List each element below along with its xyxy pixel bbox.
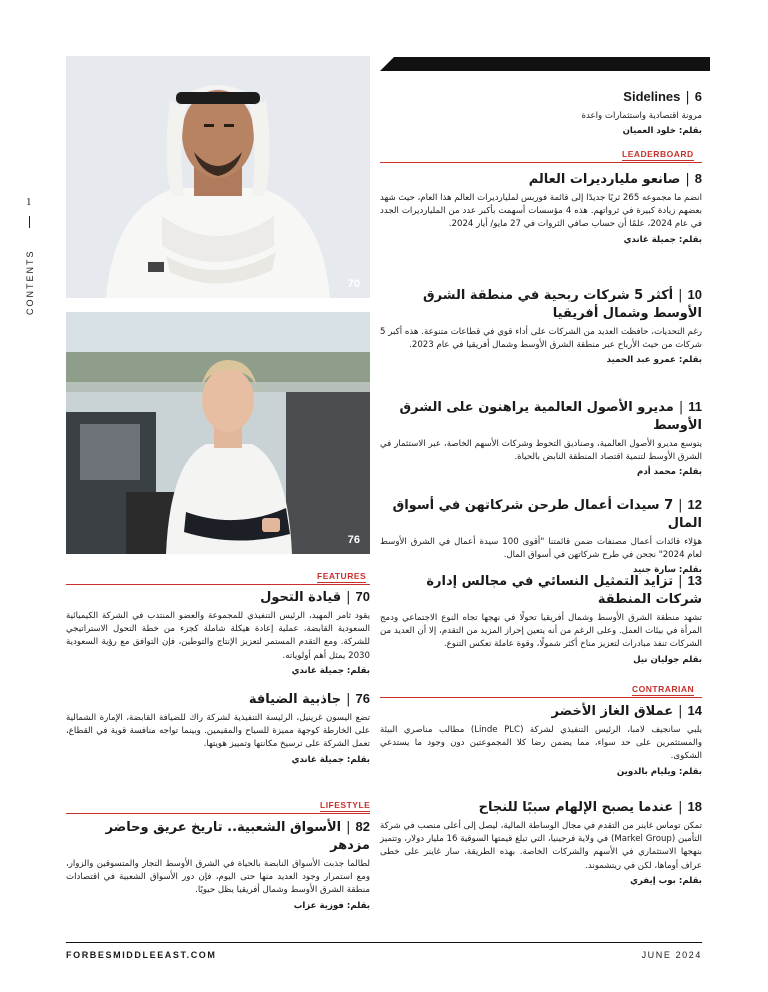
toc-number: 10 bbox=[687, 287, 702, 302]
section-lifestyle: LIFESTYLE bbox=[320, 800, 371, 810]
toc-heading: 14|عملاق الغاز الأخضر bbox=[551, 703, 702, 719]
toc-item-70[interactable] bbox=[66, 588, 370, 678]
section-leaderboard: LEADERBOARD bbox=[622, 149, 694, 159]
toc-byline: بقلم: عمرو عبد الحميد bbox=[606, 355, 702, 366]
footer-website[interactable]: FORBESMIDDLEEAST.COM bbox=[66, 950, 217, 960]
toc-number: 18 bbox=[687, 799, 702, 814]
toc-number: 76 bbox=[355, 691, 370, 706]
toc-heading: 6|Sidelines bbox=[623, 89, 702, 105]
toc-summary: لطالما جذبت الأسواق النابضة بالحياة في الشرق الأوسط التجار والمتسوقين والزوار، ومع استمرار وجود العديد منها حتى اليوم، فإن دور الأسواق الشعبية في اقتصادات منطقة الشرق الأوسط وشمال أفريقيا يظل حيويًا. bbox=[66, 859, 370, 896]
toc-number: 70 bbox=[355, 589, 370, 604]
photo-page-number: 76 bbox=[347, 534, 360, 546]
toc-heading: 70|قيادة التحول bbox=[260, 589, 370, 605]
toc-byline: بقلم: ويليام بالدوين bbox=[616, 766, 702, 777]
toc-title: Sidelines bbox=[623, 89, 681, 104]
toc-heading: 11|مديرو الأصول العالمية يراهنون على الشرق الأوسط bbox=[399, 399, 702, 433]
toc-item-8[interactable] bbox=[380, 170, 702, 247]
toc-title: أكثر 5 شركات ربحية في منطقة الشرق الأوسط وشمال أفريقيا bbox=[423, 288, 702, 321]
footer-issue-date: JUNE 2024 bbox=[641, 950, 702, 960]
toc-byline: بقلم: سارة جنيد bbox=[633, 565, 702, 576]
toc-title: تزايد التمثيل النسائي في مجالس إدارة شركات المنطقة bbox=[426, 574, 702, 607]
toc-byline: بقلم: بوب إيفري bbox=[630, 875, 702, 886]
toc-number: 14 bbox=[687, 703, 702, 718]
toc-title: عملاق الغاز الأخضر bbox=[551, 704, 674, 719]
section-rule bbox=[380, 162, 702, 163]
toc-summary: انضم ما مجموعه 265 ثريًا جديدًا إلى قائمة فوربس لمليارديرات العالم هذا العام، حيث شهد بعضهم زيادة كبيرة في ثرواتهم. هذه 4 مؤسسات أسهمت بأكبر عدد من المليارديرات الجدد في عام 2024، علمًا أن حساب صافي الثروات في 27 مايو/ أيار 2024. bbox=[380, 193, 702, 230]
toc-title: صانعو مليارديرات العالم bbox=[528, 172, 681, 187]
divider bbox=[29, 216, 30, 228]
toc-subtitle: مرونة اقتصادية واستثمارات واعدة bbox=[581, 111, 702, 121]
toc-byline: بقلم: فوزية عزاب bbox=[293, 900, 370, 911]
toc-item-10[interactable] bbox=[380, 286, 702, 367]
toc-byline: بقلم: جميلة غاندي bbox=[623, 234, 702, 245]
section-rule bbox=[66, 584, 370, 585]
toc-item-6[interactable] bbox=[380, 88, 702, 138]
toc-item-13[interactable] bbox=[380, 572, 702, 667]
toc-byline: بقلم: جميلة غاندي bbox=[291, 754, 370, 765]
toc-summary: هؤلاء قائدات أعمال مصنفات ضمن قائمتنا "أقوى 100 سيدة أعمال في الشرق الأوسط لعام 2024" نجحن في طرح شركاتهن في أسواق المال. bbox=[380, 537, 702, 561]
toc-item-82[interactable] bbox=[66, 818, 370, 913]
toc-heading: 18|عندما يصبح الإلهام سببًا للنجاح bbox=[478, 799, 702, 815]
header-bar bbox=[380, 57, 710, 71]
toc-heading: 13|تزايد التمثيل النسائي في مجالس إدارة شركات المنطقة bbox=[426, 573, 702, 607]
toc-number: 6 bbox=[694, 89, 702, 104]
footer-rule bbox=[66, 942, 702, 943]
toc-title: 7 سيدات أعمال طرحن شركاتهن في أسواق المال bbox=[392, 498, 702, 531]
toc-heading: 8|صانعو مليارديرات العالم bbox=[528, 171, 702, 187]
toc-summary: يتوسع مديرو الأصول العالمية، وصناديق التحوط وشركات الأسهم الخاصة، عبر الاستثمار في الشرق الأوسط لتنمية اقتصاد المنطقة النابض بالحياة. bbox=[380, 439, 702, 463]
contents-sidebar bbox=[20, 190, 42, 315]
portrait-woman-illustration bbox=[66, 312, 370, 554]
toc-title: قيادة التحول bbox=[260, 590, 342, 605]
toc-summary: يلبي سانجيف لامبا، الرئيس التنفيذي لشركة (Linde PLC) مطالب مناصري البيئة والمستثمرين على حد سواء، مما يضمن رضا كلا المجموعتين دون وجود ما يستدعي الشكوى. bbox=[380, 725, 702, 762]
section-contrarian: CONTRARIAN bbox=[632, 684, 695, 694]
section-features: FEATURES bbox=[317, 571, 367, 581]
portrait-man-illustration bbox=[66, 56, 370, 298]
toc-number: 13 bbox=[687, 573, 702, 588]
page-number: 1 bbox=[26, 196, 32, 208]
toc-byline: بقلم: محمد أدم bbox=[637, 467, 702, 478]
toc-number: 8 bbox=[694, 171, 702, 186]
toc-summary: تشهد منطقة الشرق الأوسط وشمال أفريقيا تحولًا في نهجها تجاه النوع الاجتماعي ودمج المرأة في بيئات العمل. وعلى الرغم من أنه يتعين إحراز المزيد من التقدم، إلا أن العديد من الشركات تنفذ مبادرات لتعزيز مناخ أكثر شمولًا، وقوة عاملة تعكس التنوع. bbox=[380, 613, 702, 650]
toc-item-12[interactable] bbox=[380, 496, 702, 577]
toc-item-18[interactable] bbox=[380, 798, 702, 888]
toc-item-11[interactable] bbox=[380, 398, 702, 479]
toc-item-76[interactable] bbox=[66, 690, 370, 767]
photo-alison-grinnell bbox=[66, 312, 370, 554]
toc-number: 82 bbox=[355, 819, 370, 834]
section-rule bbox=[66, 813, 370, 814]
toc-heading: 10|أكثر 5 شركات ربحية في منطقة الشرق الأوسط وشمال أفريقيا bbox=[423, 287, 702, 321]
toc-number: 12 bbox=[687, 497, 702, 512]
photo-page-number: 70 bbox=[347, 278, 360, 290]
toc-summary: يقود ثامر المهيد، الرئيس التنفيذي للمجموعة والعضو المنتدب في الشركة الكيميائية السعودية القابضة، عملية إعادة هيكلة شاملة كجزء من خطة التحول الاستراتيجي للشركة. ومع التقدم المستمر لتعزيز الإنتاج والتوطين، فإن التوافق مع رؤية السعودية 2030 يمثل أهم أولوياته. bbox=[66, 611, 370, 661]
section-rule bbox=[380, 697, 702, 698]
toc-item-14[interactable] bbox=[380, 702, 702, 779]
toc-title: عندما يصبح الإلهام سببًا للنجاح bbox=[478, 800, 674, 815]
toc-summary: تضع اليسون غرينيل، الرئيسة التنفيذية لشركة راك للضيافة القابضة، الإمارة الشمالية على الخارطة كوجهة مميزة للسياح والمقيمين. وبينما تواجه منافسة قوية في القطاع، تعمل الشركة على ترسيخ مكانتها وتمييز هويتها. bbox=[66, 713, 370, 750]
toc-heading: 12|7 سيدات أعمال طرحن شركاتهن في أسواق المال bbox=[392, 497, 702, 531]
toc-title: مديرو الأصول العالمية يراهنون على الشرق الأوسط bbox=[399, 400, 702, 433]
toc-byline: بقلم: خلود العميان bbox=[622, 126, 702, 137]
toc-byline: بقلم جوليان نيل bbox=[633, 654, 702, 665]
toc-title: الأسواق الشعبية.. تاريخ عريق وحاضر مزدهر bbox=[105, 820, 370, 853]
toc-title: جاذبية الضيافة bbox=[248, 692, 342, 707]
contents-label: CONTENTS bbox=[25, 249, 35, 315]
toc-heading: 82|الأسواق الشعبية.. تاريخ عريق وحاضر مزدهر bbox=[105, 819, 370, 853]
toc-summary: تمكن توماس غاينر من التقدم في مجال الوساطة المالية، ليصل إلى أعلى منصب في شركة التأمين (Markel Group) في ولاية فرجينيا، التي تبلغ قيمتها السوقية 16 مليار دولار، وتتميز بنهجها الاستثماري في الأسهم والشركات الخاصة. بهذه الطريقة، سار غاينر على خطى عراف أوماها، لكن في ريتشموند. bbox=[380, 821, 702, 871]
toc-number: 11 bbox=[688, 399, 702, 414]
photo-thamer-almuhid bbox=[66, 56, 370, 298]
toc-byline: بقلم: جميلة غاندي bbox=[291, 665, 370, 676]
toc-summary: رغم التحديات، حافظت العديد من الشركات على أداء قوي في قطاعات متنوعة. هذه أكبر 5 شركات من حيث الأرباح عبر منطقة الشرق الأوسط وشمال أفريقيا في عام 2023. bbox=[380, 327, 702, 351]
toc-heading: 76|جاذبية الضيافة bbox=[248, 691, 370, 707]
